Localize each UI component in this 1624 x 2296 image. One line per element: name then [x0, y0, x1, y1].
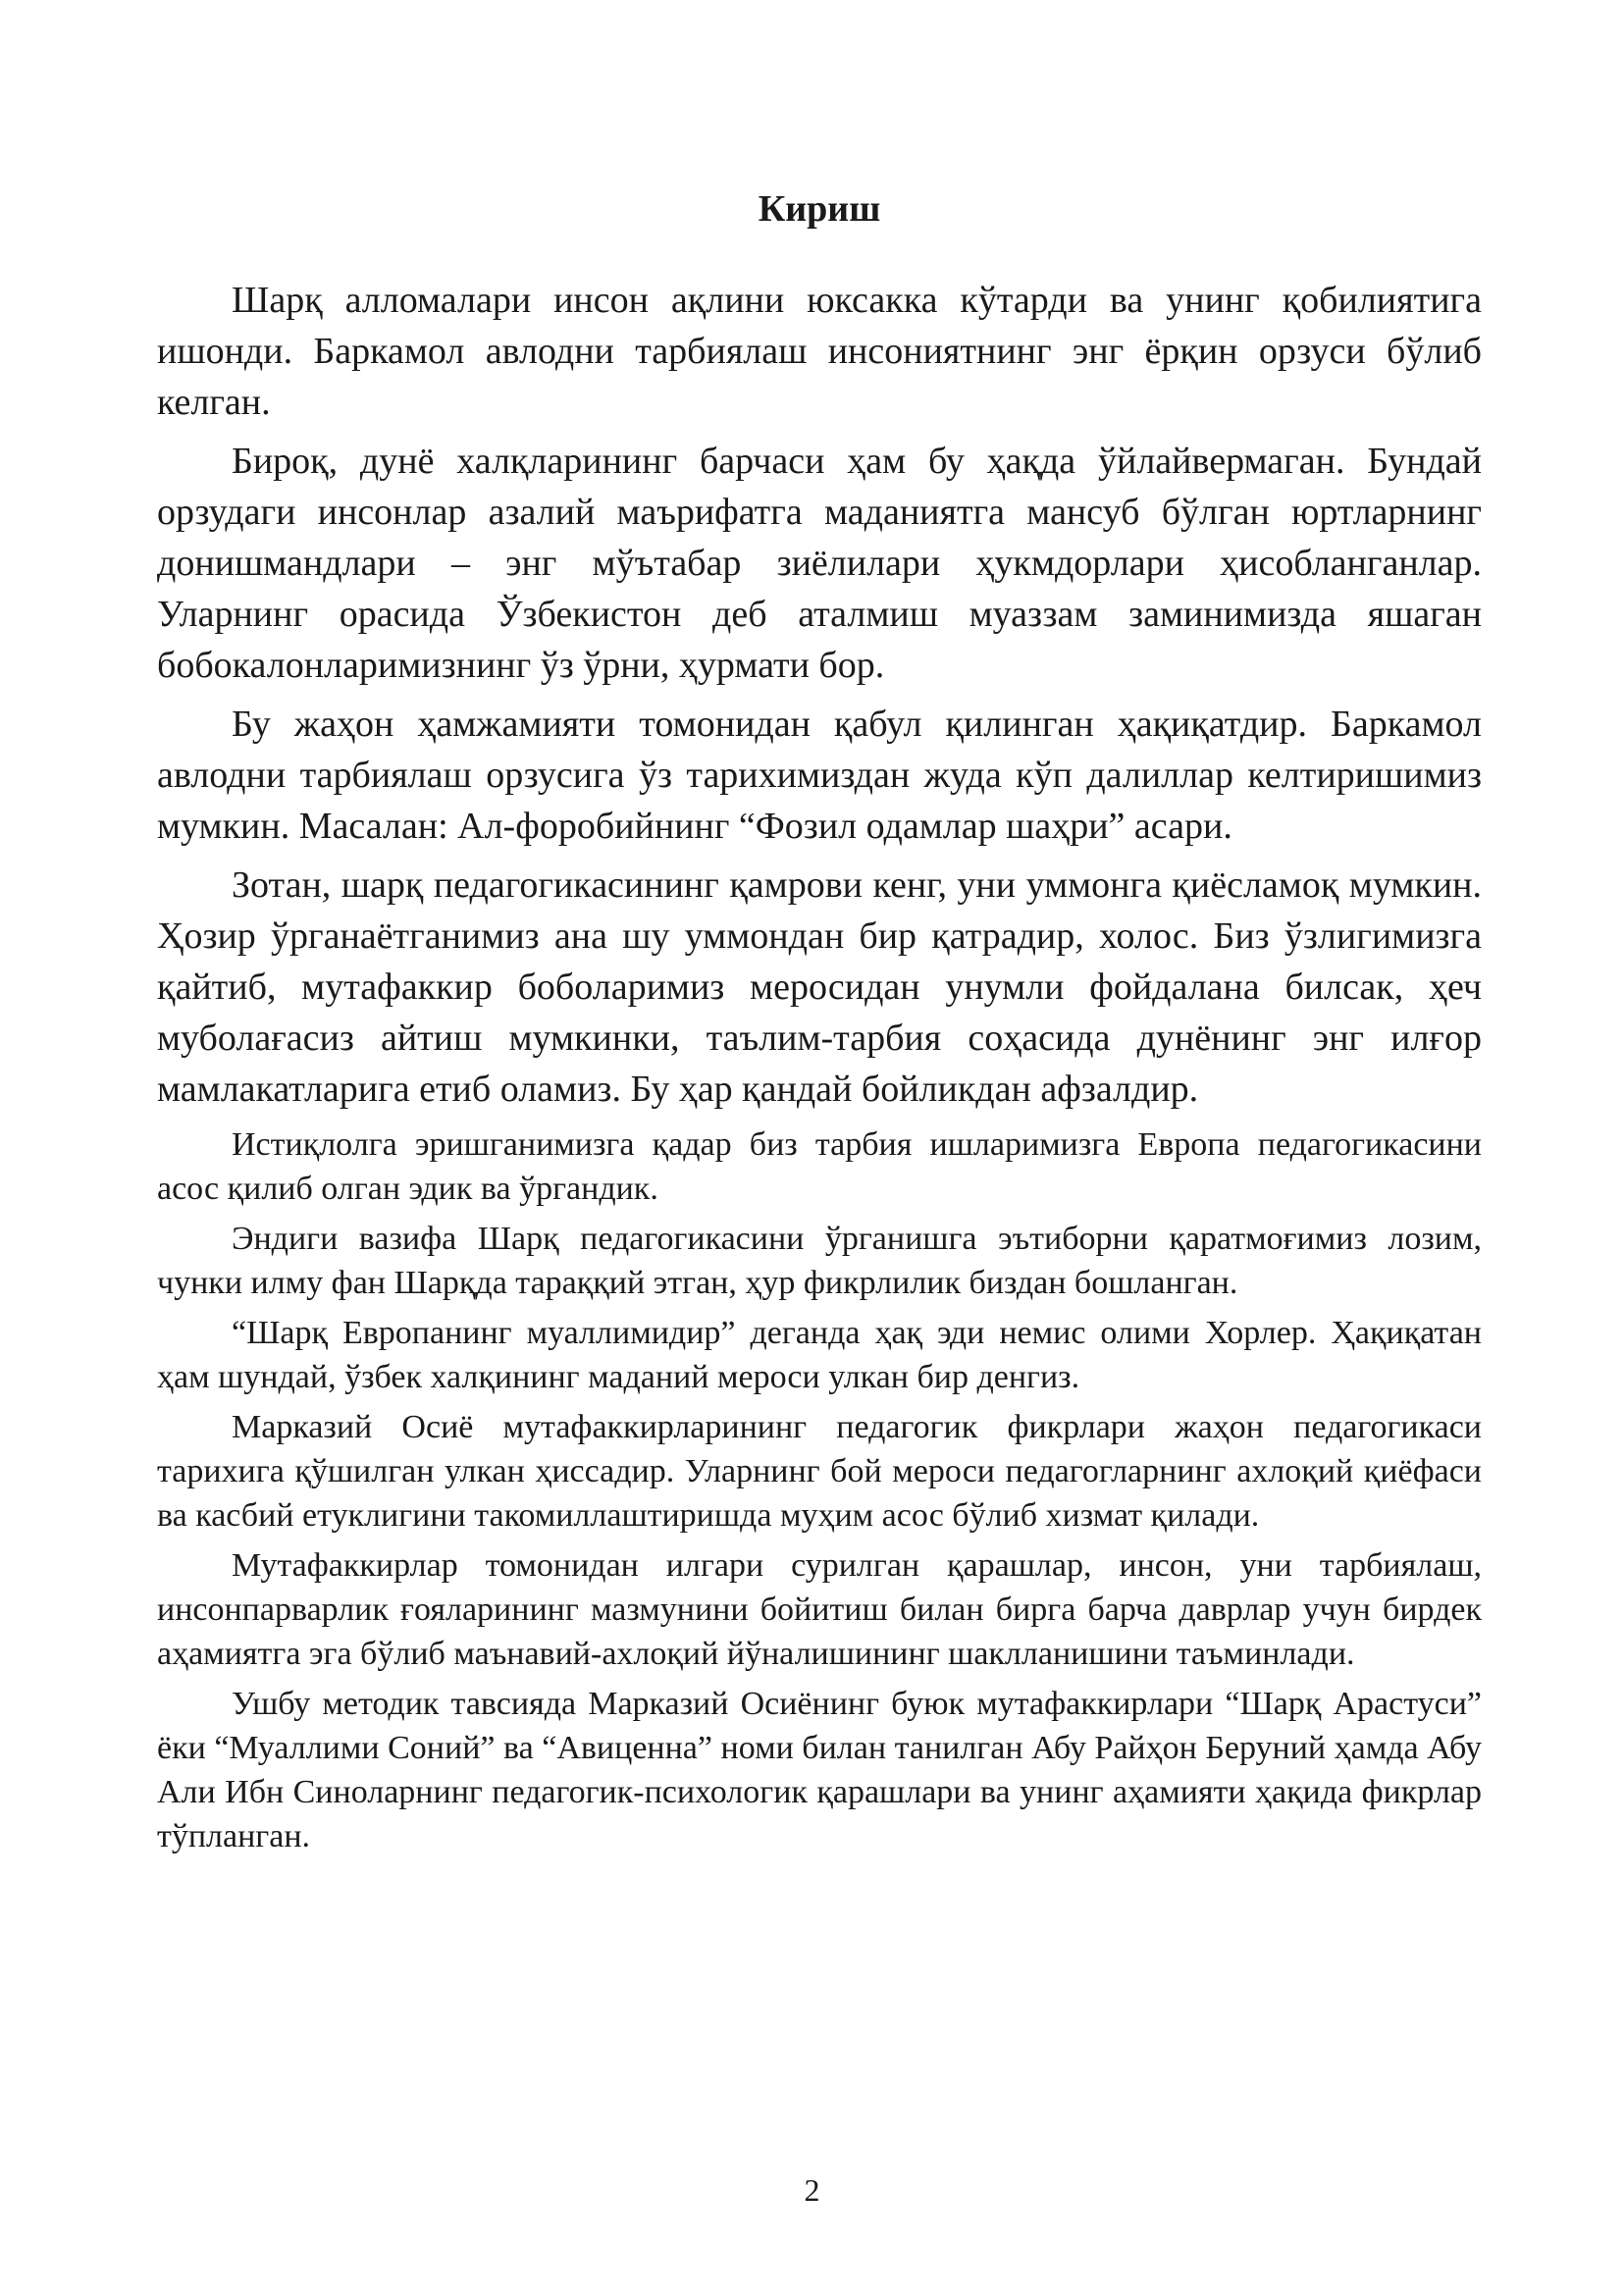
paragraph: Бироқ, дунё халқларининг барчаси ҳам бу ҳақда ўйлайвермаган. Бундай орзудаги инсонлар азалий маърифатга маданиятга мансуб бўлган юртларнинг донишмандлари – энг мўътабар зиёлилари ҳукмдорлари ҳисобланганлар. Уларнинг орасида Ўзбекистон деб аталмиш муаззам заминимизда яшаган бобокалонларимизнинг ўз ўрни, ҳурмати бор. — [157, 441, 1482, 686]
document-title: Кириш — [758, 188, 881, 230]
paragraph: Истиқлолга эришганимизга қадар биз тарбия ишларимизга Европа педагогикасини асос қилиб олган эдик ва ўргандик. — [157, 1126, 1482, 1207]
paragraph: Мутафаккирлар томонидан илгари сурилган қарашлар, инсон, уни тарбиялаш, инсонпарварлик ғояларининг мазмунини бойитиш билан бирга барча даврлар учун бирдек аҳамиятга эга бўлиб маънавий-ахлоқий йўналишининг шаклланишини таъминлади. — [157, 1547, 1482, 1672]
paragraph: “Шарқ Европанинг муаллимидир” деганда ҳақ эди немис олими Хорлер. Ҳақиқатан ҳам шундай, ўзбек халқининг маданий мероси улкан бир денгиз. — [157, 1315, 1482, 1395]
paragraph: Марказий Осиё мутафаккирларининг педагогик фикрлари жаҳон педагогикаси тарихига қўшилган улкан ҳиссадир. Уларнинг бой мероси педагогларнинг ахлоқий қиёфаси ва касбий етуклигини такомиллаштиришда муҳим асос бўлиб хизмат қилади. — [157, 1409, 1482, 1534]
document-page — [157, 186, 1482, 1864]
paragraph: Бу жаҳон ҳамжамияти томонидан қабул қилинган ҳақиқатдир. Баркамол авлодни тарбиялаш орзусига ўз тарихимиздан жуда кўп далиллар келтиришимиз мумкин. Масалан: Ал-форобийнинг “Фозил одамлар шаҳри” асари. — [157, 704, 1482, 847]
paragraph: Шарқ алломалари инсон ақлини юксакка кўтарди ва унинг қобилиятига ишонди. Баркамол авлодни тарбиялаш инсониятнинг энг ёрқин орзуси бўлиб келган. — [157, 280, 1482, 423]
paragraph: Эндиги вазифа Шарқ педагогикасини ўрганишга эътиборни қаратмоғимиз лозим, чунки илму фан Шарқда тараққий этган, ҳур фикрлилик биздан бошланган. — [157, 1221, 1482, 1301]
paragraph: Зотан, шарқ педагогикасининг қамрови кенг, уни уммонга қиёсламоқ мумкин. Ҳозир ўрганаётганимиз ана шу уммондан бир қатрадир, холос. Биз ўзлигимизга қайтиб, мутафаккир боболаримиз меросидан унумли фойдалана билсак, ҳеч муболағасиз айтиш мумкинки, таълим-тарбия соҳасида дунёнинг энг илғор мамлакатларига етиб оламиз. Бу ҳар қандай бойликдан афзалдир. — [157, 864, 1482, 1110]
paragraph: Ушбу методик тавсияда Марказий Осиёнинг буюк мутафаккирлари “Шарқ Арастуси” ёки “Муаллими Соний” ва “Авиценна” номи билан танилган Абу Райҳон Беруний ҳамда Абу Али Ибн Синоларнинг педагогик-психологик қарашлари ва унинг аҳамияти ҳақида фикрлар тўпланган. — [157, 1686, 1482, 1854]
page-number: 2 — [804, 2172, 820, 2208]
